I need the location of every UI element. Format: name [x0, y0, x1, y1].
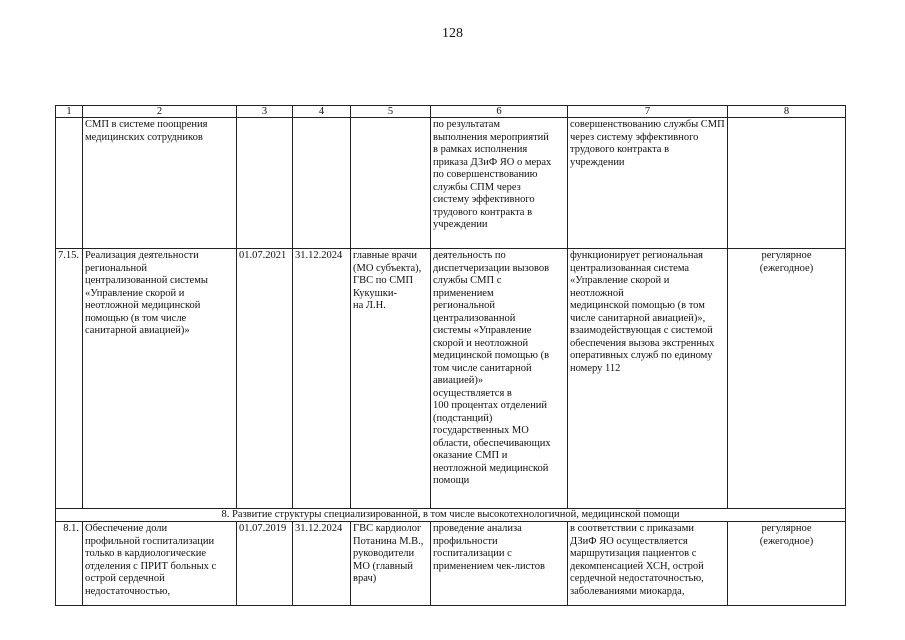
result-cell: деятельность по диспетчеризации вызовов службы СМП с применением региональной централизованной системы «Управление скорой и неотложной медицинской помощью (в том числе санитарной авиацией)» осуществляется в 100 процентах отделений (подстанций) государственных МО области, обеспечивающих оказание СМП и неотложной медицинской помощи — [431, 249, 568, 509]
activity-cell: СМП в системе поощрения медицинских сотрудников — [83, 118, 237, 249]
end-date-cell: 31.12.2024 — [293, 249, 351, 509]
outcome-cell: функционирует региональная централизованная система «Управление скорой и неотложной медицинской помощью (в том числе санитарной авиацией)», взаимодействующая с системой обеспечения вызова экстренных оперативных служб по единому номеру 112 — [568, 249, 728, 509]
row-number-cell — [56, 118, 83, 249]
column-header: 3 — [237, 106, 293, 118]
column-header: 8 — [728, 106, 846, 118]
row-number-cell: 7.15. — [56, 249, 83, 509]
row-number-cell: 8.1. — [56, 522, 83, 606]
end-date-cell — [293, 118, 351, 249]
table-row-7-15 — [56, 249, 846, 509]
activity-cell: Реализация деятельности региональной централизованной системы «Управление скорой и неотложной медицинской помощью (в том числе санитарной авиацией)» — [83, 249, 237, 509]
start-date-cell: 01.07.2019 — [237, 522, 293, 606]
column-header: 6 — [431, 106, 568, 118]
column-header: 1 — [56, 106, 83, 118]
frequency-cell: регулярное (ежегодное) — [728, 249, 846, 509]
column-header: 7 — [568, 106, 728, 118]
start-date-cell — [237, 118, 293, 249]
result-cell: по результатам выполнения мероприятий в рамках исполнения приказа ДЗиФ ЯО о мерах по совершенствованию службы СПМ через систему эффективного трудового контракта в учреждении — [431, 118, 568, 249]
table-row-continued — [56, 118, 846, 249]
column-header: 5 — [351, 106, 431, 118]
column-header: 4 — [293, 106, 351, 118]
plan-table — [55, 105, 846, 606]
page-number: 128 — [442, 26, 463, 41]
column-header: 2 — [83, 106, 237, 118]
responsible-cell — [351, 118, 431, 249]
responsible-cell: главные врачи (МО субъекта), ГВС по СМП Кукушки- на Л.Н. — [351, 249, 431, 509]
end-date-cell: 31.12.2024 — [293, 522, 351, 606]
section-heading: 8. Развитие структуры специализированной, в том числе высокотехнологичной, медицинской помощи — [56, 509, 846, 522]
activity-cell: Обеспечение доли профильной госпитализации только в кардиологические отделения с ПРИТ больных с острой сердечной недостаточностью, — [83, 522, 237, 606]
table-row-8-1 — [56, 522, 846, 606]
outcome-cell: в соответствии с приказами ДЗиФ ЯО осуществляется маршрутизация пациентов с декомпенсацией ХСН, острой сердечной недостаточностью, заболеваниями миокарда, — [568, 522, 728, 606]
outcome-cell: совершенствованию службы СМП через систему эффективного трудового контракта в учреждении — [568, 118, 728, 249]
header-row — [56, 106, 846, 118]
frequency-cell — [728, 118, 846, 249]
section-heading-row — [56, 509, 846, 522]
responsible-cell: ГВС кардиолог Потанина М.В., руководители МО (главный врач) — [351, 522, 431, 606]
frequency-cell: регулярное (ежегодное) — [728, 522, 846, 606]
start-date-cell: 01.07.2021 — [237, 249, 293, 509]
result-cell: проведение анализа профильности госпитализации с применением чек-листов — [431, 522, 568, 606]
